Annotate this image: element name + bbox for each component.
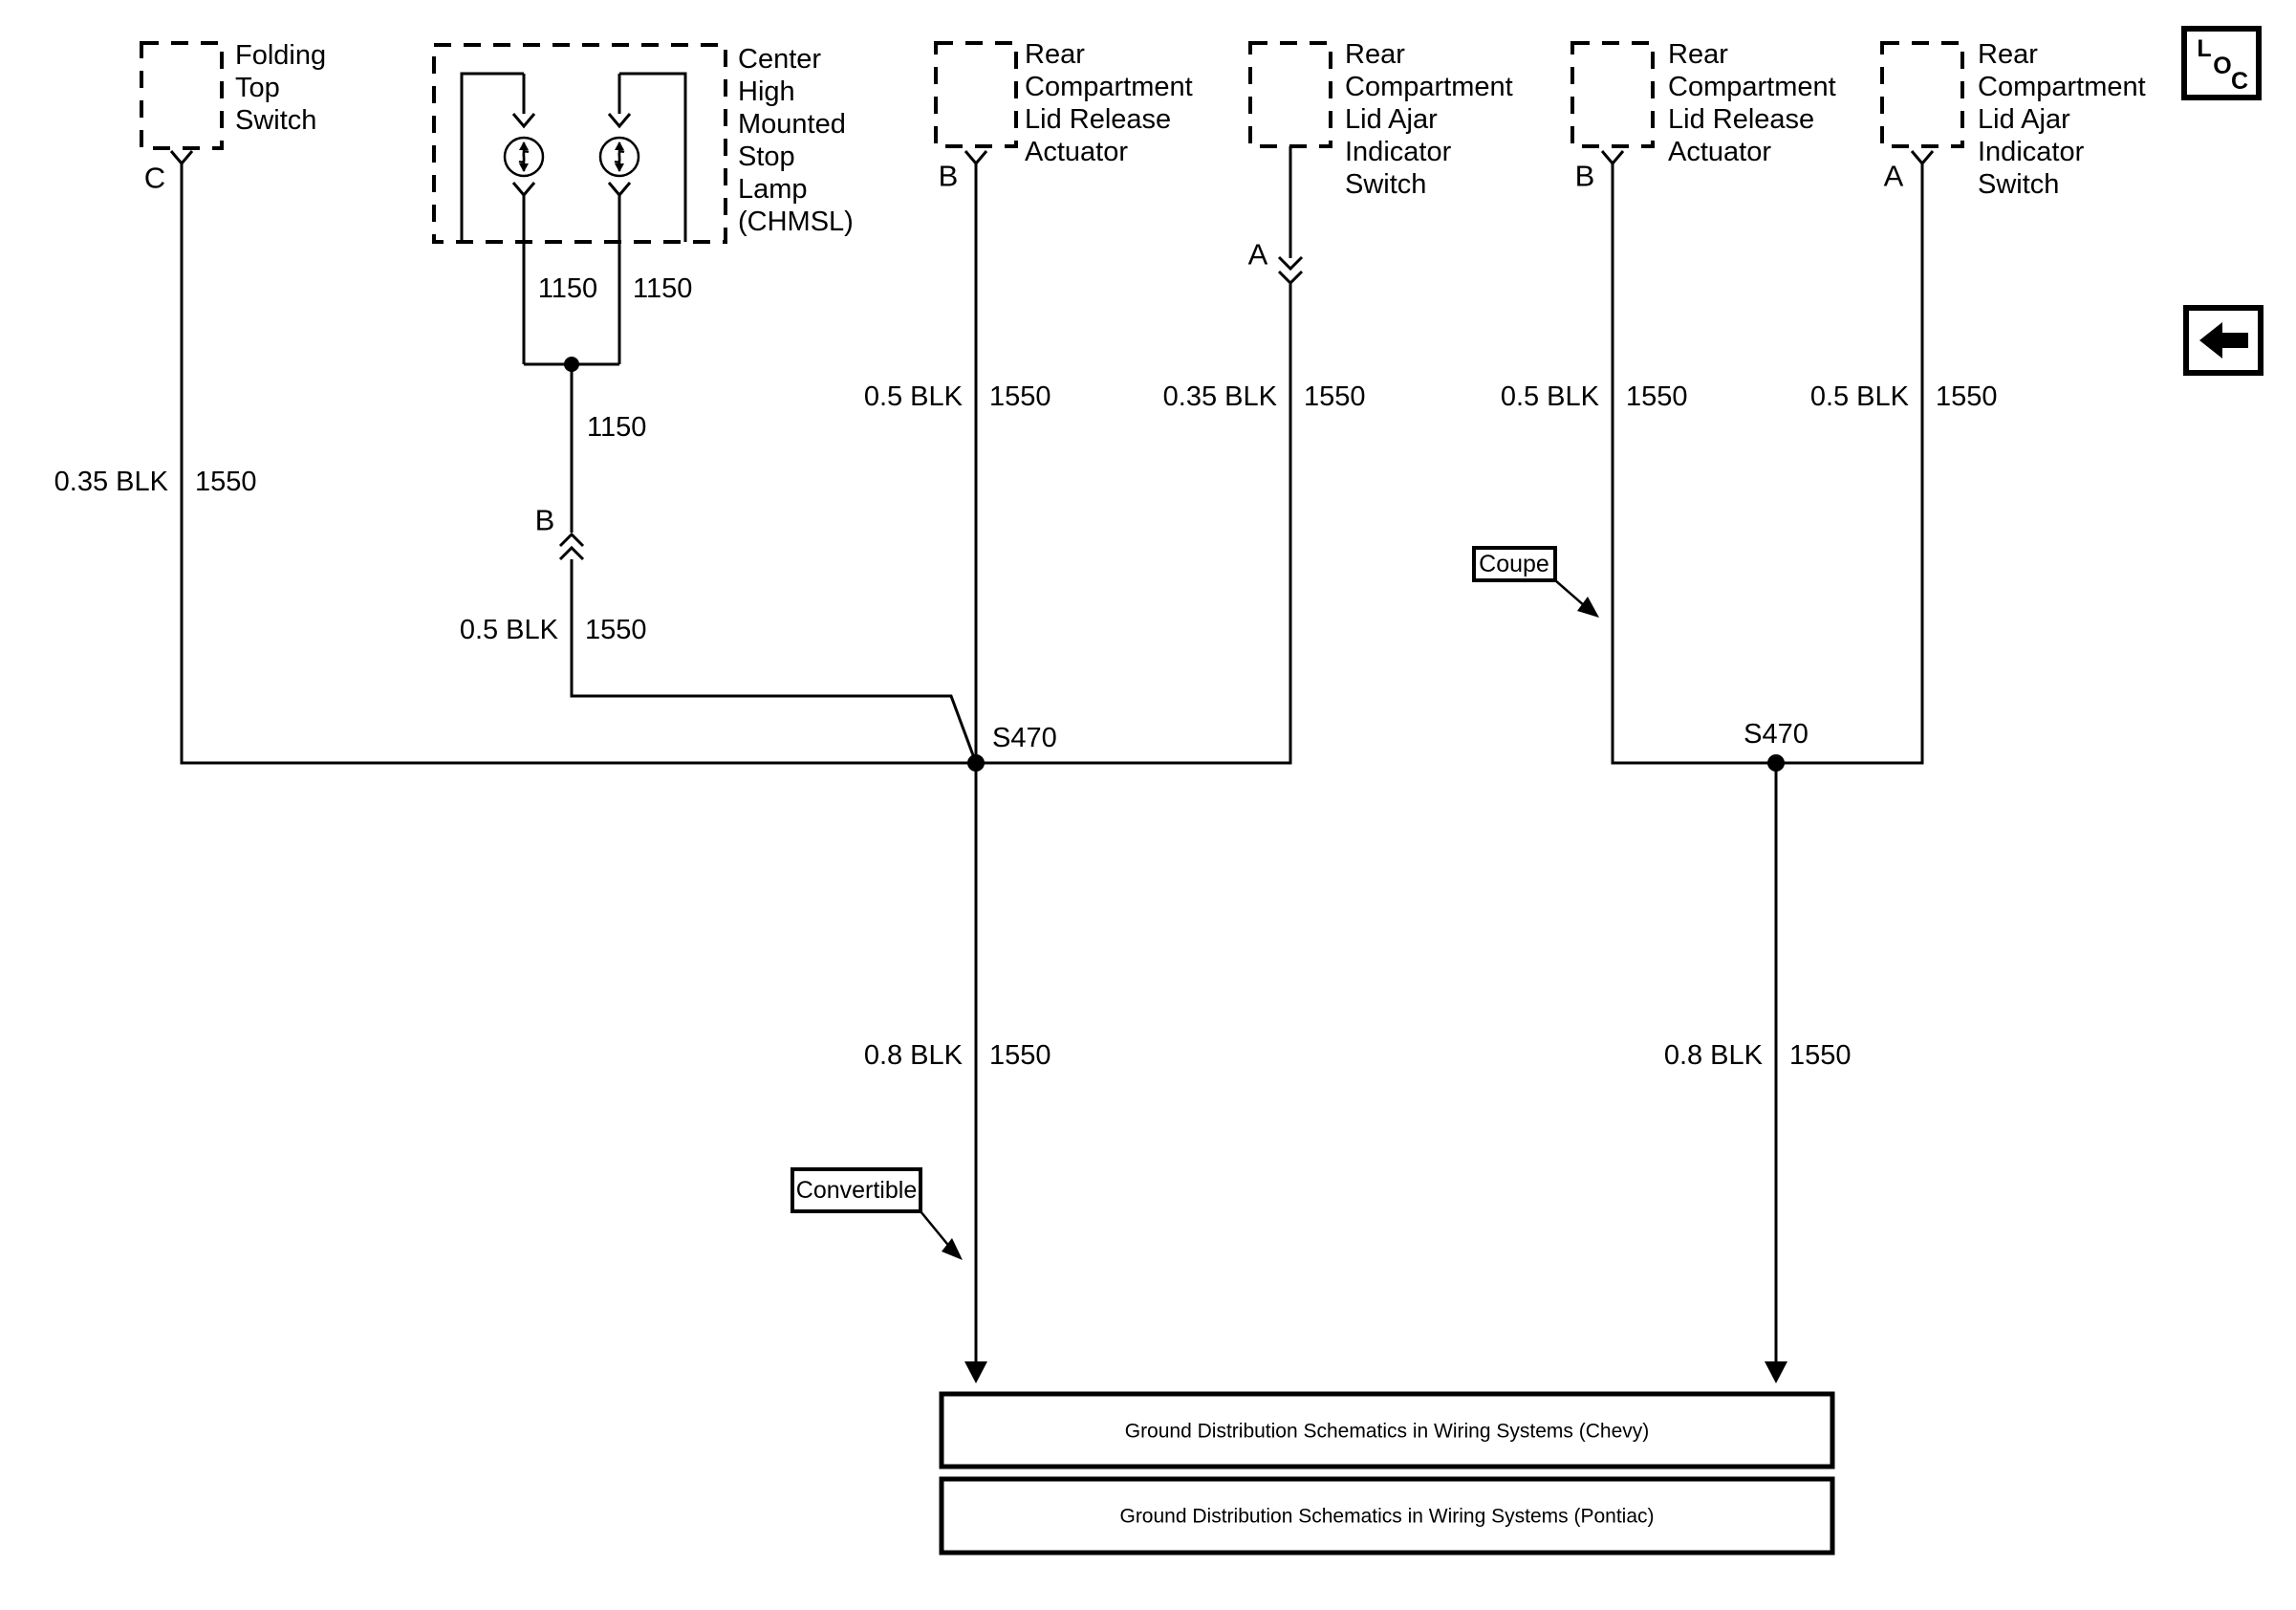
lid-release-actuator-conv-label [1025,39,1193,167]
label-line: Folding [235,40,327,71]
label-line: Switch [1345,169,1427,200]
connector-y-lamp-right-top [609,114,630,126]
wire-circuit: 1150 [587,412,647,443]
pin-label-b-release-coupe: B [1574,159,1595,193]
lamp-icon-right [600,138,639,176]
label-line: Rear [1668,39,1728,70]
label-line: High [738,76,795,107]
loc-button[interactable] [2184,29,2259,98]
label-line: Rear [1025,39,1085,70]
wire-spec: 0.35 BLK [1162,381,1277,412]
wire-ajar-conv-lower [976,283,1290,763]
connector-y-lamp-left-top [513,114,534,126]
label-line: Compartment [1978,72,2146,102]
link-label[interactable]: Ground Distribution Schematics in Wiring Systems (Pontiac) [1119,1505,1655,1528]
splice-s470-convertible-label: S470 [992,723,1057,753]
inline-connector-a-chevron-1 [1279,257,1302,269]
ground-arrow-icon-coupe [1765,1361,1787,1383]
wire-circuit: 1550 [1304,381,1366,412]
wire-folding-top-ground [182,163,976,763]
wire-spec: 0.5 BLK [1500,381,1599,412]
wire-ajar-coupe [1776,163,1922,763]
back-button[interactable] [2186,308,2261,373]
label-line: Lid Ajar [1978,104,2070,135]
wire-circuit: 1550 [585,615,647,645]
pin-label-c-folding-top: C [143,161,166,195]
coupe-tag-label: Coupe [1479,551,1549,577]
wire-spec: 0.8 BLK [863,1040,963,1071]
lid-release-actuator-conv-box [936,43,1016,146]
wire-circuit: 1150 [537,273,598,304]
lid-release-actuator-coupe-box [1572,43,1653,146]
ground-arrow-icon-convertible [964,1361,987,1383]
coupe-tag-arrow-line [1555,580,1585,606]
label-line: Lid Release [1668,104,1815,135]
label-line: Indicator [1978,137,2085,167]
inline-connector-b-chevron-2 [560,548,583,559]
wire-spec: 0.8 BLK [1663,1040,1763,1071]
link-ground-distribution-pontiac[interactable] [942,1479,1832,1553]
label-line: Compartment [1025,72,1193,102]
inline-connector-b-chevron-1 [560,534,583,546]
lamp-icon-left [505,138,543,176]
wire-chmsl-right-loop [619,74,685,242]
convertible-tag [792,1169,963,1260]
loc-char-c: C [2230,68,2249,95]
lid-ajar-switch-conv-box [1250,43,1331,146]
coupe-tag [1474,548,1599,618]
label-line: Mounted [738,109,846,140]
label-line: Rear [1978,39,2038,70]
connector-y-lamp-left-bottom [513,183,534,195]
loc-char-l: L [2197,35,2212,62]
connector-y-release-conv [965,151,986,163]
inline-connector-a-chevron-2 [1279,272,1302,283]
convertible-tag-arrow-line [921,1211,951,1249]
label-line: (CHMSL) [738,207,854,237]
splice-s470-coupe-label: S470 [1744,719,1809,750]
chmsl-label [738,44,854,237]
label-line: Center [738,44,822,75]
splice-s470-convertible-dot [967,754,985,772]
pin-label-a-ajar-coupe: A [1883,159,1904,193]
wire-chmsl-ground [572,559,976,763]
label-line: Stop [738,141,795,172]
label-line: Switch [235,105,317,136]
link-ground-distribution-chevy[interactable] [942,1394,1832,1467]
lid-ajar-switch-coupe-label [1978,39,2146,200]
lid-ajar-switch-conv-label [1345,39,1513,200]
wire-chmsl-left-loop [462,74,524,242]
wire-spec: 0.35 BLK [54,467,168,497]
left-arrow-icon [2199,322,2248,359]
wire-spec: 0.5 BLK [459,615,558,645]
convertible-tag-label: Convertible [795,1177,918,1204]
wire-spec: 0.5 BLK [1809,381,1909,412]
folding-top-switch-label [235,40,326,136]
folding-top-switch-box [141,43,222,148]
wire-circuit: 1550 [989,1040,1051,1071]
label-line: Compartment [1345,72,1513,102]
connector-y-release-coupe [1602,151,1623,163]
wire-release-coupe [1613,163,1776,763]
label-line: Rear [1345,39,1405,70]
label-line: Indicator [1345,137,1452,167]
coupe-tag-arrow-icon [1577,597,1599,618]
pin-label-b-release-conv: B [938,159,959,193]
wire-circuit: 1550 [195,467,257,497]
connector-y-folding-top [171,151,192,163]
wire-circuit: 1550 [1626,381,1688,412]
pin-label-a-ajar-conv: A [1247,237,1268,272]
wire-circuit: 1550 [1936,381,1998,412]
label-line: Lid Ajar [1345,104,1438,135]
loc-char-o: O [2213,53,2232,79]
wire-spec: 0.5 BLK [863,381,963,412]
label-line: Top [235,73,280,103]
wire-circuit: 1550 [989,381,1051,412]
label-line: Lid Release [1025,104,1172,135]
label-line: Switch [1978,169,2060,200]
label-line: Compartment [1668,72,1836,102]
label-line: Actuator [1025,137,1128,167]
wire-circuit: 1150 [633,273,693,304]
wire-labels [54,273,1998,1071]
lid-ajar-switch-coupe-box [1882,43,1962,146]
label-line: Lamp [738,174,808,205]
lid-release-actuator-coupe-label [1668,39,1836,167]
connector-y-lamp-right-bottom [609,183,630,195]
link-label[interactable]: Ground Distribution Schematics in Wiring Systems (Chevy) [1124,1420,1650,1443]
inline-connector-b-label: B [534,503,555,537]
wire-circuit: 1550 [1789,1040,1852,1071]
connector-y-ajar-coupe [1912,151,1933,163]
label-line: Actuator [1668,137,1771,167]
